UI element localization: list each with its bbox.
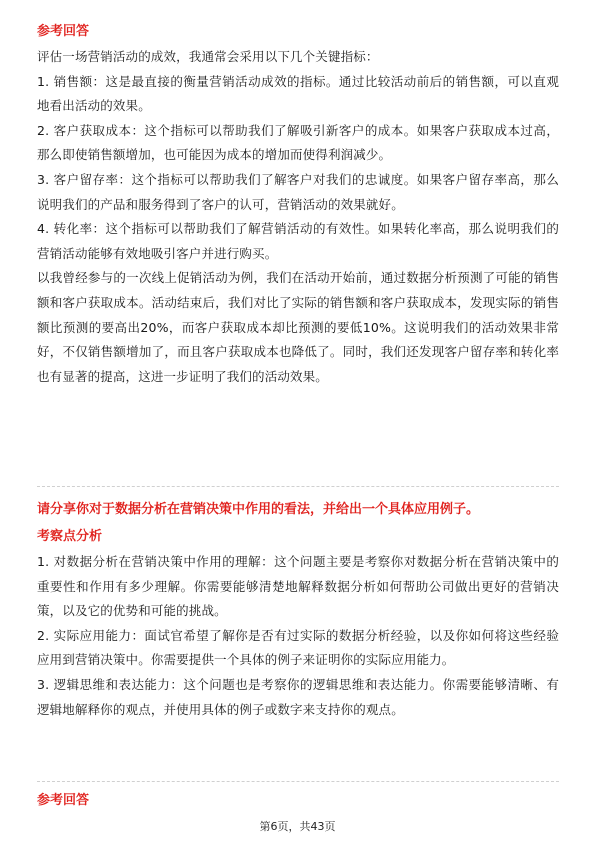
answer-intro: 评估一场营销活动的成效，我通常会采用以下几个关键指标： <box>37 49 379 64</box>
question-section <box>37 500 559 722</box>
question-text: 请分享你对于数据分析在营销决策中作用的看法，并给出一个具体应用例子。 <box>37 502 480 517</box>
page-content <box>37 22 559 389</box>
answer-item-3: 3. 客户留存率：这个指标可以帮助我们了解客户对我们的忠诚度。如果客户留存率高，那么说明我们的产品和服务得到了客户的认可，营销活动的效果就好。 <box>37 171 559 212</box>
analysis-item-2: 2. 实际应用能力：面试官希望了解你是否有过实际的数据分析经验，以及你如何将这些经验应用到营销决策中。你需要提供一个具体的例子来证明你的实际应用能力。 <box>37 627 559 668</box>
analysis-heading: 考察点分析 <box>37 529 103 544</box>
answer-section-2 <box>37 791 559 811</box>
section-divider <box>37 486 559 487</box>
reference-answer-heading-2: 参考回答 <box>37 793 90 808</box>
analysis-item-3: 3. 逻辑思维和表达能力：这个问题也是考察你的逻辑思维和表达能力。你需要能够清晰、有逻辑地解释你的观点，并使用具体的例子或数字来支持你的观点。 <box>37 676 559 717</box>
answer-item-4: 4. 转化率：这个指标可以帮助我们了解营销活动的有效性。如果转化率高，那么说明我们的营销活动能够有效地吸引客户并进行购买。 <box>37 221 559 261</box>
answer-item-1: 1. 销售额：这是最直接的衡量营销活动成效的指标。通过比较活动前后的销售额，可以直观地看出活动的效果。 <box>37 73 559 114</box>
page-number: 第6页，共43页 <box>259 820 336 833</box>
answer-example: 以我曾经参与的一次线上促销活动为例，我们在活动开始前，通过数据分析预测了可能的销售额和客户获取成本。活动结束后，我们对比了实际的销售额和客户获取成本，发现实际的销售额比预测的要高出20%，而客户获取成本却比预测的要低10%。这说明我们的活动效果非常好，不仅销售额增加了，而且客户获取成本也降低了。同时，我们还发现客户留存率和转化率也有显著的提高，这进一步证明了我们的活动效果。 <box>37 270 559 384</box>
reference-answer-heading: 参考回答 <box>37 24 90 39</box>
section-divider-2 <box>37 781 559 782</box>
answer-item-2: 2. 客户获取成本：这个指标可以帮助我们了解吸引新客户的成本。如果客户获取成本过高，那么即使销售额增加，也可能因为成本的增加而使得利润减少。 <box>37 122 559 163</box>
analysis-item-1: 1. 对数据分析在营销决策中作用的理解：这个问题主要是考察你对数据分析在营销决策中的重要性和作用有多少理解。你需要能够清楚地解释数据分析如何帮助公司做出更好的营销决策，以及它的优势和可能的挑战。 <box>37 554 559 619</box>
